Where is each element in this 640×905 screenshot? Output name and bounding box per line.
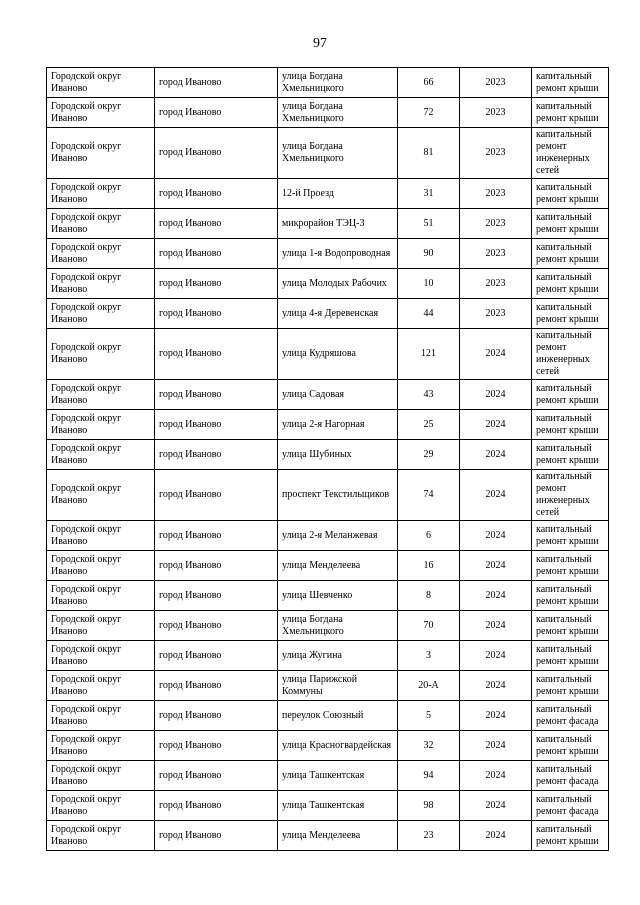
municipality-cell: Городской округ Иваново <box>47 98 155 128</box>
house-number-cell: 3 <box>398 641 460 671</box>
street-cell: улица Жугина <box>278 641 398 671</box>
work-type-cell: капитальный ремонт крыши <box>532 269 609 299</box>
city-cell: город Иваново <box>155 731 278 761</box>
year-cell: 2024 <box>460 641 532 671</box>
table-row <box>47 761 609 791</box>
street-cell: переулок Союзный <box>278 701 398 731</box>
city-cell: город Иваново <box>155 641 278 671</box>
house-number-cell: 44 <box>398 299 460 329</box>
municipality-cell: Городской округ Иваново <box>47 671 155 701</box>
house-number-cell: 32 <box>398 731 460 761</box>
street-cell: улица Красногвардейская <box>278 731 398 761</box>
house-number-cell: 90 <box>398 239 460 269</box>
municipality-cell: Городской округ Иваново <box>47 128 155 179</box>
house-number-cell: 16 <box>398 551 460 581</box>
year-cell: 2023 <box>460 128 532 179</box>
work-type-cell: капитальный ремонт крыши <box>532 581 609 611</box>
year-cell: 2023 <box>460 209 532 239</box>
street-cell: улица Парижской Коммуны <box>278 671 398 701</box>
street-cell: улица Шевченко <box>278 581 398 611</box>
table-row <box>47 68 609 98</box>
municipality-cell: Городской округ Иваново <box>47 269 155 299</box>
municipality-cell: Городской округ Иваново <box>47 209 155 239</box>
municipality-cell: Городской округ Иваново <box>47 791 155 821</box>
house-number-cell: 43 <box>398 380 460 410</box>
year-cell: 2024 <box>460 440 532 470</box>
work-type-cell: капитальный ремонт крыши <box>532 209 609 239</box>
street-cell: улица Ташкентская <box>278 761 398 791</box>
house-number-cell: 72 <box>398 98 460 128</box>
table-row <box>47 470 609 521</box>
registry-table <box>46 67 609 851</box>
city-cell: город Иваново <box>155 329 278 380</box>
municipality-cell: Городской округ Иваново <box>47 239 155 269</box>
street-cell: улица Молодых Рабочих <box>278 269 398 299</box>
table-row <box>47 791 609 821</box>
work-type-cell: капитальный ремонт фасада <box>532 761 609 791</box>
house-number-cell: 20-А <box>398 671 460 701</box>
work-type-cell: капитальный ремонт фасада <box>532 701 609 731</box>
house-number-cell: 25 <box>398 410 460 440</box>
table-row <box>47 128 609 179</box>
year-cell: 2023 <box>460 239 532 269</box>
house-number-cell: 31 <box>398 179 460 209</box>
work-type-cell: капитальный ремонт крыши <box>532 611 609 641</box>
year-cell: 2024 <box>460 380 532 410</box>
city-cell: город Иваново <box>155 98 278 128</box>
year-cell: 2024 <box>460 611 532 641</box>
house-number-cell: 70 <box>398 611 460 641</box>
street-cell: улица Шубиных <box>278 440 398 470</box>
house-number-cell: 10 <box>398 269 460 299</box>
year-cell: 2023 <box>460 179 532 209</box>
year-cell: 2023 <box>460 68 532 98</box>
work-type-cell: капитальный ремонт крыши <box>532 440 609 470</box>
year-cell: 2024 <box>460 821 532 851</box>
work-type-cell: капитальный ремонт инженерных сетей <box>532 128 609 179</box>
year-cell: 2024 <box>460 791 532 821</box>
city-cell: город Иваново <box>155 581 278 611</box>
city-cell: город Иваново <box>155 209 278 239</box>
year-cell: 2024 <box>460 671 532 701</box>
city-cell: город Иваново <box>155 791 278 821</box>
street-cell: улица Менделеева <box>278 551 398 581</box>
municipality-cell: Городской округ Иваново <box>47 299 155 329</box>
street-cell: улица 1-я Водопроводная <box>278 239 398 269</box>
municipality-cell: Городской округ Иваново <box>47 581 155 611</box>
work-type-cell: капитальный ремонт крыши <box>532 179 609 209</box>
municipality-cell: Городской округ Иваново <box>47 68 155 98</box>
work-type-cell: капитальный ремонт крыши <box>532 68 609 98</box>
table-row <box>47 329 609 380</box>
street-cell: улица Кудряшова <box>278 329 398 380</box>
table-row <box>47 581 609 611</box>
municipality-cell: Городской округ Иваново <box>47 410 155 440</box>
table-row <box>47 410 609 440</box>
street-cell: улица Богдана Хмельницкого <box>278 611 398 641</box>
year-cell: 2024 <box>460 521 532 551</box>
municipality-cell: Городской округ Иваново <box>47 611 155 641</box>
work-type-cell: капитальный ремонт крыши <box>532 299 609 329</box>
year-cell: 2023 <box>460 269 532 299</box>
city-cell: город Иваново <box>155 380 278 410</box>
table-row <box>47 611 609 641</box>
year-cell: 2023 <box>460 299 532 329</box>
year-cell: 2024 <box>460 761 532 791</box>
municipality-cell: Городской округ Иваново <box>47 329 155 380</box>
street-cell: улица 4-я Деревенская <box>278 299 398 329</box>
year-cell: 2024 <box>460 581 532 611</box>
municipality-cell: Городской округ Иваново <box>47 731 155 761</box>
house-number-cell: 74 <box>398 470 460 521</box>
page-number: 97 <box>313 36 327 51</box>
city-cell: город Иваново <box>155 68 278 98</box>
work-type-cell: капитальный ремонт крыши <box>532 731 609 761</box>
house-number-cell: 29 <box>398 440 460 470</box>
work-type-cell: капитальный ремонт крыши <box>532 380 609 410</box>
house-number-cell: 66 <box>398 68 460 98</box>
city-cell: город Иваново <box>155 128 278 179</box>
street-cell: улица 2-я Нагорная <box>278 410 398 440</box>
city-cell: город Иваново <box>155 410 278 440</box>
year-cell: 2024 <box>460 410 532 440</box>
city-cell: город Иваново <box>155 239 278 269</box>
street-cell: проспект Текстильщиков <box>278 470 398 521</box>
city-cell: город Иваново <box>155 470 278 521</box>
work-type-cell: капитальный ремонт крыши <box>532 671 609 701</box>
table-row <box>47 98 609 128</box>
municipality-cell: Городской округ Иваново <box>47 761 155 791</box>
work-type-cell: капитальный ремонт крыши <box>532 239 609 269</box>
city-cell: город Иваново <box>155 611 278 641</box>
municipality-cell: Городской округ Иваново <box>47 179 155 209</box>
work-type-cell: капитальный ремонт инженерных сетей <box>532 329 609 380</box>
table-row <box>47 209 609 239</box>
city-cell: город Иваново <box>155 761 278 791</box>
house-number-cell: 94 <box>398 761 460 791</box>
table-row <box>47 521 609 551</box>
year-cell: 2024 <box>460 731 532 761</box>
house-number-cell: 5 <box>398 701 460 731</box>
work-type-cell: капитальный ремонт крыши <box>532 821 609 851</box>
house-number-cell: 81 <box>398 128 460 179</box>
house-number-cell: 121 <box>398 329 460 380</box>
city-cell: город Иваново <box>155 269 278 299</box>
street-cell: микрорайон ТЭЦ-3 <box>278 209 398 239</box>
table-row <box>47 440 609 470</box>
year-cell: 2024 <box>460 551 532 581</box>
street-cell: улица Менделеева <box>278 821 398 851</box>
municipality-cell: Городской округ Иваново <box>47 821 155 851</box>
table-row <box>47 299 609 329</box>
house-number-cell: 23 <box>398 821 460 851</box>
municipality-cell: Городской округ Иваново <box>47 521 155 551</box>
work-type-cell: капитальный ремонт крыши <box>532 551 609 581</box>
house-number-cell: 8 <box>398 581 460 611</box>
street-cell: улица 2-я Меланжевая <box>278 521 398 551</box>
house-number-cell: 98 <box>398 791 460 821</box>
city-cell: город Иваново <box>155 299 278 329</box>
city-cell: город Иваново <box>155 440 278 470</box>
city-cell: город Иваново <box>155 179 278 209</box>
table-row <box>47 551 609 581</box>
municipality-cell: Городской округ Иваново <box>47 701 155 731</box>
municipality-cell: Городской округ Иваново <box>47 440 155 470</box>
city-cell: город Иваново <box>155 521 278 551</box>
street-cell: 12-й Проезд <box>278 179 398 209</box>
street-cell: улица Садовая <box>278 380 398 410</box>
house-number-cell: 6 <box>398 521 460 551</box>
table-row <box>47 380 609 410</box>
street-cell: улица Богдана Хмельницкого <box>278 98 398 128</box>
municipality-cell: Городской округ Иваново <box>47 380 155 410</box>
table-row <box>47 701 609 731</box>
registry-table-body <box>47 68 609 851</box>
street-cell: улица Богдана Хмельницкого <box>278 68 398 98</box>
work-type-cell: капитальный ремонт крыши <box>532 641 609 671</box>
work-type-cell: капитальный ремонт крыши <box>532 98 609 128</box>
city-cell: город Иваново <box>155 701 278 731</box>
work-type-cell: капитальный ремонт инженерных сетей <box>532 470 609 521</box>
table-row <box>47 671 609 701</box>
year-cell: 2024 <box>460 470 532 521</box>
city-cell: город Иваново <box>155 671 278 701</box>
table-row <box>47 641 609 671</box>
street-cell: улица Богдана Хмельницкого <box>278 128 398 179</box>
table-row <box>47 179 609 209</box>
city-cell: город Иваново <box>155 551 278 581</box>
municipality-cell: Городской округ Иваново <box>47 551 155 581</box>
table-row <box>47 731 609 761</box>
table-row <box>47 821 609 851</box>
year-cell: 2023 <box>460 98 532 128</box>
year-cell: 2024 <box>460 329 532 380</box>
work-type-cell: капитальный ремонт фасада <box>532 791 609 821</box>
table-row <box>47 269 609 299</box>
table-row <box>47 239 609 269</box>
work-type-cell: капитальный ремонт крыши <box>532 521 609 551</box>
street-cell: улица Ташкентская <box>278 791 398 821</box>
year-cell: 2024 <box>460 701 532 731</box>
house-number-cell: 51 <box>398 209 460 239</box>
work-type-cell: капитальный ремонт крыши <box>532 410 609 440</box>
municipality-cell: Городской округ Иваново <box>47 641 155 671</box>
city-cell: город Иваново <box>155 821 278 851</box>
municipality-cell: Городской округ Иваново <box>47 470 155 521</box>
